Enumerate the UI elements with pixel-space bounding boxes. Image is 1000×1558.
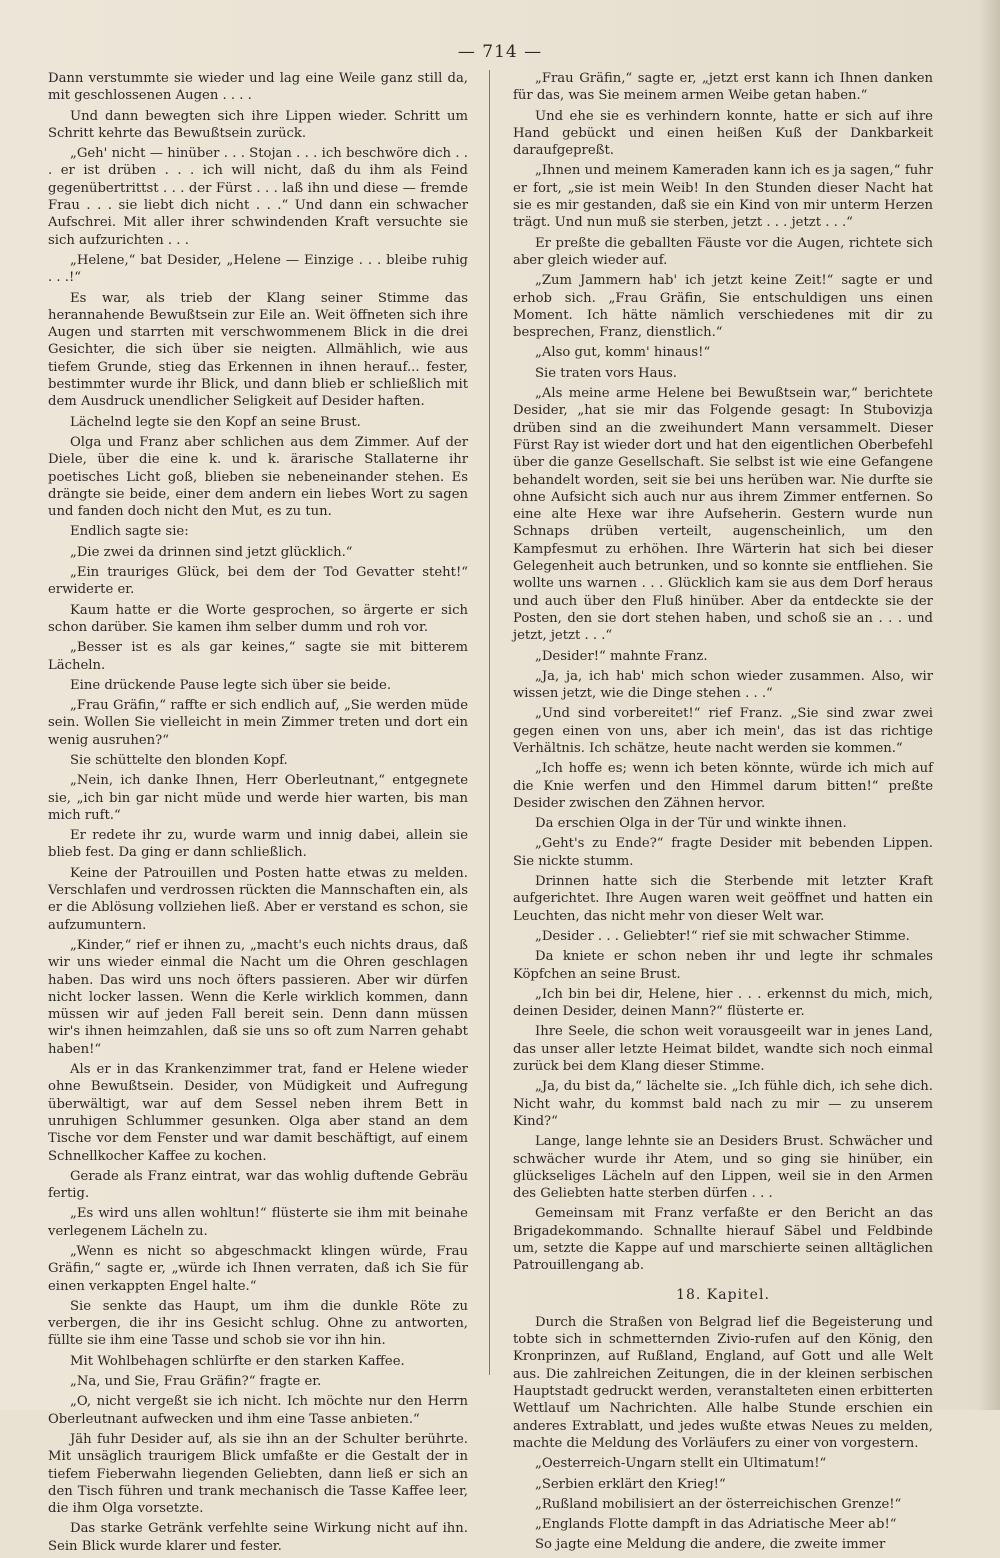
paragraph: Es war, als trieb der Klang seiner Stimme das herannahende Bewußtsein zur Eile an. Weit öffneten sich ihre Augen und starrten mit verschwommenem Blick in die drei Gesichter, die sich über sie neigten. Allmählich, wie aus tiefem Grunde, stieg das Erkennen in ihnen herauf... fester, bestimmter wurde ihr Blick, und dann blieb er schließlich mit dem Ausdruck unendlicher Seligkeit auf Desider haften. xyxy=(48,290,468,410)
paragraph: Gerade als Franz eintrat, war das wohlig duftende Gebräu fertig. xyxy=(48,1168,468,1202)
paragraph: „Geht's zu Ende?“ fragte Desider mit bebenden Lippen. Sie nickte stumm. xyxy=(513,836,933,869)
paragraph: Keine der Patrouillen und Posten hatte etwas zu melden. Verschlafen und verdrossen rückten die Mannschaften ein, als er die Ablösung vollziehen ließ. Aber er verstand es schon, sie aufzumuntern. xyxy=(48,865,468,933)
paragraph: Sie traten vors Haus. xyxy=(535,365,677,381)
paragraph: „O, nicht vergeßt sie ich nicht. Ich möchte nur den Herrn Oberleutnant aufwecken und ihm eine Tasse anbieten.“ xyxy=(48,1394,468,1427)
paragraph: Und dann bewegten sich ihre Lippen wieder. Schritt um Schritt kehrte das Bewußtsein zurück. xyxy=(48,108,468,141)
paragraph: „Zum Jammern hab' ich jetzt keine Zeit!“ sagte er und erhob sich. „Frau Gräfin, Sie entschuldigen uns einen Moment. Ich hätte nämlich verschiedenes mit dir zu besprechen, Franz, dienstlich.“ xyxy=(513,273,933,341)
paragraph: Gemeinsam mit Franz verfaßte er den Bericht an das Brigadekommando. Schnallte hierauf Säbel und Feldbinde um, setzte die Kappe auf und marschierte seinen alltäglichen Patrouillengang ab. xyxy=(513,1206,933,1274)
paragraph: „Und sind vorbereitet!“ rief Franz. „Sie sind zwar zwei gegen einen von uns, aber ich mein', das ist das richtige Verhältnis. Ich schätze, heute nacht werden sie kommen.“ xyxy=(513,706,933,756)
paragraph: „Die zwei da drinnen sind jetzt glücklich.“ xyxy=(70,544,353,560)
paragraph: Da erschien Olga in der Tür und winkte ihnen. xyxy=(535,816,847,832)
paragraph: Dann verstummte sie wieder und lag eine Weile ganz still da, mit geschlossenen Augen . . . . xyxy=(48,71,468,104)
chapter-heading: 18. Kapitel. xyxy=(676,1286,770,1303)
paragraph: „Es wird uns allen wohltun!“ flüsterte sie ihm mit beinahe verlegenem Lächeln zu. xyxy=(48,1206,468,1239)
paragraph: „Ich bin bei dir, Helene, hier . . . erkennst du mich, mich, deinen Desider, deinen Mann?“ flüsterte er. xyxy=(513,986,933,1020)
paragraph: „Kinder,“ rief er ihnen zu, „macht's euch nichts draus, daß wir uns wieder einmal die Nacht um die Ohren geschlagen haben. Das wird uns noch öfters passieren. Aber wir dürfen nicht locker lassen. Wenn die Kerle wirklich kommen, dann müssen wir auf jeden Fall bereit sein. Denn dann müssen wir's ihnen heimzahlen, daß sie uns so oft zum Narren gehabt haben!“ xyxy=(48,937,468,1057)
paragraph: „Desider . . . Geliebter!“ rief sie mit schwacher Stimme. xyxy=(535,928,910,944)
paragraph: Durch die Straßen von Belgrad lief die Begeisterung und tobte sich in schmetternden Zivio-rufen auf den König, den Kronprinzen, auf Rußland, England, auf Gott und alle Welt aus. Die zahlreichen Zeitungen, die in der kleinen serbischen Hauptstadt gedruckt werden, veranstalteten einen erbitterten Wettlauf um Nachrichten. Alle halbe Stunde erschien ein anderes Extrablatt, und jedes wußte etwas Neues zu melden, machte die Meldung des Vorläufers zu einer von vorgestern. xyxy=(513,1314,933,1451)
paragraph: „Englands Flotte dampft in das Adriatische Meer ab!“ xyxy=(535,1517,897,1533)
paragraph: Ihre Seele, die schon weit vorausgeeilt war in jenes Land, das unser aller letzte Heimat bildet, wandte sich noch einmal zurück bei dem Klang dieser Stimme. xyxy=(513,1024,933,1075)
paragraph: „Ein trauriges Glück, bei dem der Tod Gevatter steht!“ erwiderte er. xyxy=(48,565,468,598)
paragraph: „Besser ist es als gar keines,“ sagte sie mit bitterem Lächeln. xyxy=(48,640,468,673)
paragraph: „Geh' nicht — hinüber . . . Stojan . . . ich beschwöre dich . . . er ist drüben . . . ich will nicht, daß du ihm als Feind gegenübertrittst . . . der Fürst . . . laß ihn und diese — fremde Frau . . . sie liebt dich nicht . . .“ Und dann ein schwacher Aufschrei. Mit aller ihrer schwindenden Kraft versuchte sie sich aufzurichten . . . xyxy=(48,146,468,248)
paragraph: „Ihnen und meinem Kameraden kann ich es ja sagen,“ fuhr er fort, „sie ist mein Weib! In den Stunden dieser Nacht hat sie es mir gestanden, daß sie ein Kind von mir unterm Herzen trägt. Und nun muß sie sterben, jetzt . . . jetzt . . .“ xyxy=(513,163,933,231)
paragraph: „Na, und Sie, Frau Gräfin?“ fragte er. xyxy=(70,1374,322,1390)
right-column xyxy=(513,70,933,1557)
paragraph: „Nein, ich danke Ihnen, Herr Oberleutnant,“ entgegnete sie, „ich bin gar nicht müde und werde hier warten, bis man mich ruft.“ xyxy=(48,773,468,823)
paragraph: „Also gut, komm' hinaus!“ xyxy=(535,345,711,361)
paragraph: Als er in das Krankenzimmer trat, fand er Helene wieder ohne Bewußtsein. Desider, von Müdigkeit und Aufregung überwältigt, war auf dem Sessel neben ihrem Bett in unruhigen Schlummer gesunken. Olga aber stand an dem Tische vor dem Fenster und war damit beschäftigt, auf einem Schnellkocher Kaffee zu kochen. xyxy=(48,1062,468,1164)
paragraph: Lächelnd legte sie den Kopf an seine Brust. xyxy=(70,414,361,430)
paragraph: „Helene,“ bat Desider, „Helene — Einzige . . . bleibe ruhig . . .!“ xyxy=(48,252,468,286)
paragraph: „Oesterreich-Ungarn stellt ein Ultimatum!“ xyxy=(535,1456,827,1472)
page-edge-shadow xyxy=(978,0,1000,1410)
paragraph: „Als meine arme Helene bei Bewußtsein war,“ berichtete Desider, „hat sie mir das Folgende gesagt: In Stubovizja drüben sind an die zweihundert Mann versammelt. Dieser Fürst Ray ist wieder dort und hat den eigentlichen Oberbefehl über die ganze Gesellschaft. Sie selbst ist wie eine Gefangene behandelt worden, seit sie bei uns herüben war. Nie durfte sie ohne Aufsicht sich auch nur aus ihrem Zimmer entfernen. So eine alte Hexe war ihre Aufseherin. Gestern wurde nun Schnaps drüben verteilt, augenscheinlich, um den Kampfesmut zu erhöhen. Ihre Wärterin hat sich bei dieser Gelegenheit auch betrunken, und so konnte sie entfliehen. Sie wollte uns warnen . . . Glücklich kam sie aus dem Dorf heraus und auch über den Fluß hinüber. Aber da entdeckte sie der Posten, den sie dort stehen haben, und schoß sie an . . . und jetzt, jetzt . . .“ xyxy=(513,386,933,644)
paragraph: Jäh fuhr Desider auf, als sie ihn an der Schulter berührte. Mit unsäglich traurigem Blick umfaßte er die Gestalt der in tiefem Fieberwahn liegenden Geliebten, dann ließ er sich an den Tisch führen und trank mechanisch die Tasse Kaffee leer, die ihm Olga vorsetzte. xyxy=(48,1431,468,1517)
paragraph: Drinnen hatte sich die Sterbende mit letzter Kraft aufgerichtet. Ihre Augen waren weit geöffnet und hatten ein Leuchten, das nicht mehr von dieser Welt war. xyxy=(513,874,933,924)
paragraph: „Ich hoffe es; wenn ich beten könnte, würde ich mich auf die Knie werfen und den Himmel darum bitten!“ preßte Desider zwischen den Zähnen hervor. xyxy=(513,761,933,811)
paragraph: Sie senkte das Haupt, um ihm die dunkle Röte zu verbergen, die ihr ins Gesicht schlug. Ohne zu antworten, füllte sie ihm eine Tasse und schob sie vor ihn hin. xyxy=(48,1298,468,1349)
page-number: — 714 — xyxy=(457,42,543,62)
paragraph: „Desider!“ mahnte Franz. xyxy=(535,648,708,664)
paragraph: Kaum hatte er die Worte gesprochen, so ärgerte er sich schon darüber. Sie kamen ihm selber dumm und roh vor. xyxy=(48,602,468,635)
paragraph: Lange, lange lehnte sie an Desiders Brust. Schwächer und schwächer wurde ihr Atem, und so ging sie hinüber, ein glückseliges Lächeln auf den Lippen, weil sie in den Armen des Geliebten hatte sterben dürfen . . . xyxy=(513,1134,933,1202)
paragraph: So jagte eine Meldung die andere, die zweite immer xyxy=(535,1537,886,1553)
paragraph: „Frau Gräfin,“ raffte er sich endlich auf, „Sie werden müde sein. Wollen Sie vielleicht in mein Zimmer treten und dort ein wenig ausruhen?“ xyxy=(48,698,468,748)
paragraph: Eine drückende Pause legte sich über sie beide. xyxy=(70,677,392,693)
paragraph: Mit Wohlbehagen schlürfte er den starken Kaffee. xyxy=(70,1353,405,1369)
paragraph: Er preßte die geballten Fäuste vor die Augen, richtete sich aber gleich wieder auf. xyxy=(513,235,933,268)
paragraph: „Wenn es nicht so abgeschmackt klingen würde, Frau Gräfin,“ sagte er, „würde ich Ihnen verraten, daß ich Sie für einen verkappten Engel halte.“ xyxy=(48,1244,468,1294)
paragraph: „Rußland mobilisiert an der österreichischen Grenze!“ xyxy=(535,1496,902,1512)
paragraph: „Serbien erklärt den Krieg!“ xyxy=(535,1476,726,1492)
paragraph: „Ja, ja, ich hab' mich schon wieder zusammen. Also, wir wissen jetzt, wie die Dinge stehen . . .“ xyxy=(513,668,933,702)
paragraph: Er redete ihr zu, wurde warm und innig dabei, allein sie blieb fest. Da ging er dann schließlich. xyxy=(48,828,468,861)
paragraph: Sie schüttelte den blonden Kopf. xyxy=(70,752,288,768)
paragraph: „Ja, du bist da,“ lächelte sie. „Ich fühle dich, ich sehe dich. Nicht wahr, du kommst bald nach zu mir — zu unserem Kind?“ xyxy=(513,1079,933,1129)
paragraph: Olga und Franz aber schlichen aus dem Zimmer. Auf der Diele, über die eine k. und k. ärarische Stallaterne ihr poetisches Licht goß, blieben sie nebeneinander stehen. Es drängte sie beide, einer dem andern ein liebes Wort zu sagen und fanden doch nicht den Mut, es zu tun. xyxy=(48,434,468,520)
paragraph: Das starke Getränk verfehlte seine Wirkung nicht auf ihn. Sein Blick wurde klarer und fester. xyxy=(48,1521,468,1554)
paragraph: Endlich sagte sie: xyxy=(70,524,189,540)
column-divider xyxy=(489,70,490,1375)
paragraph: Da kniete er schon neben ihr und legte ihr schmales Köpfchen an seine Brust. xyxy=(513,949,933,982)
paragraph: Und ehe sie es verhindern konnte, hatte er sich auf ihre Hand gebückt und einen heißen Kuß der Dankbarkeit daraufgepreßt. xyxy=(513,108,933,159)
paragraph: „Frau Gräfin,“ sagte er, „jetzt erst kann ich Ihnen danken für das, was Sie meinem armen Weibe getan haben.“ xyxy=(513,71,933,104)
left-column xyxy=(48,70,468,1558)
